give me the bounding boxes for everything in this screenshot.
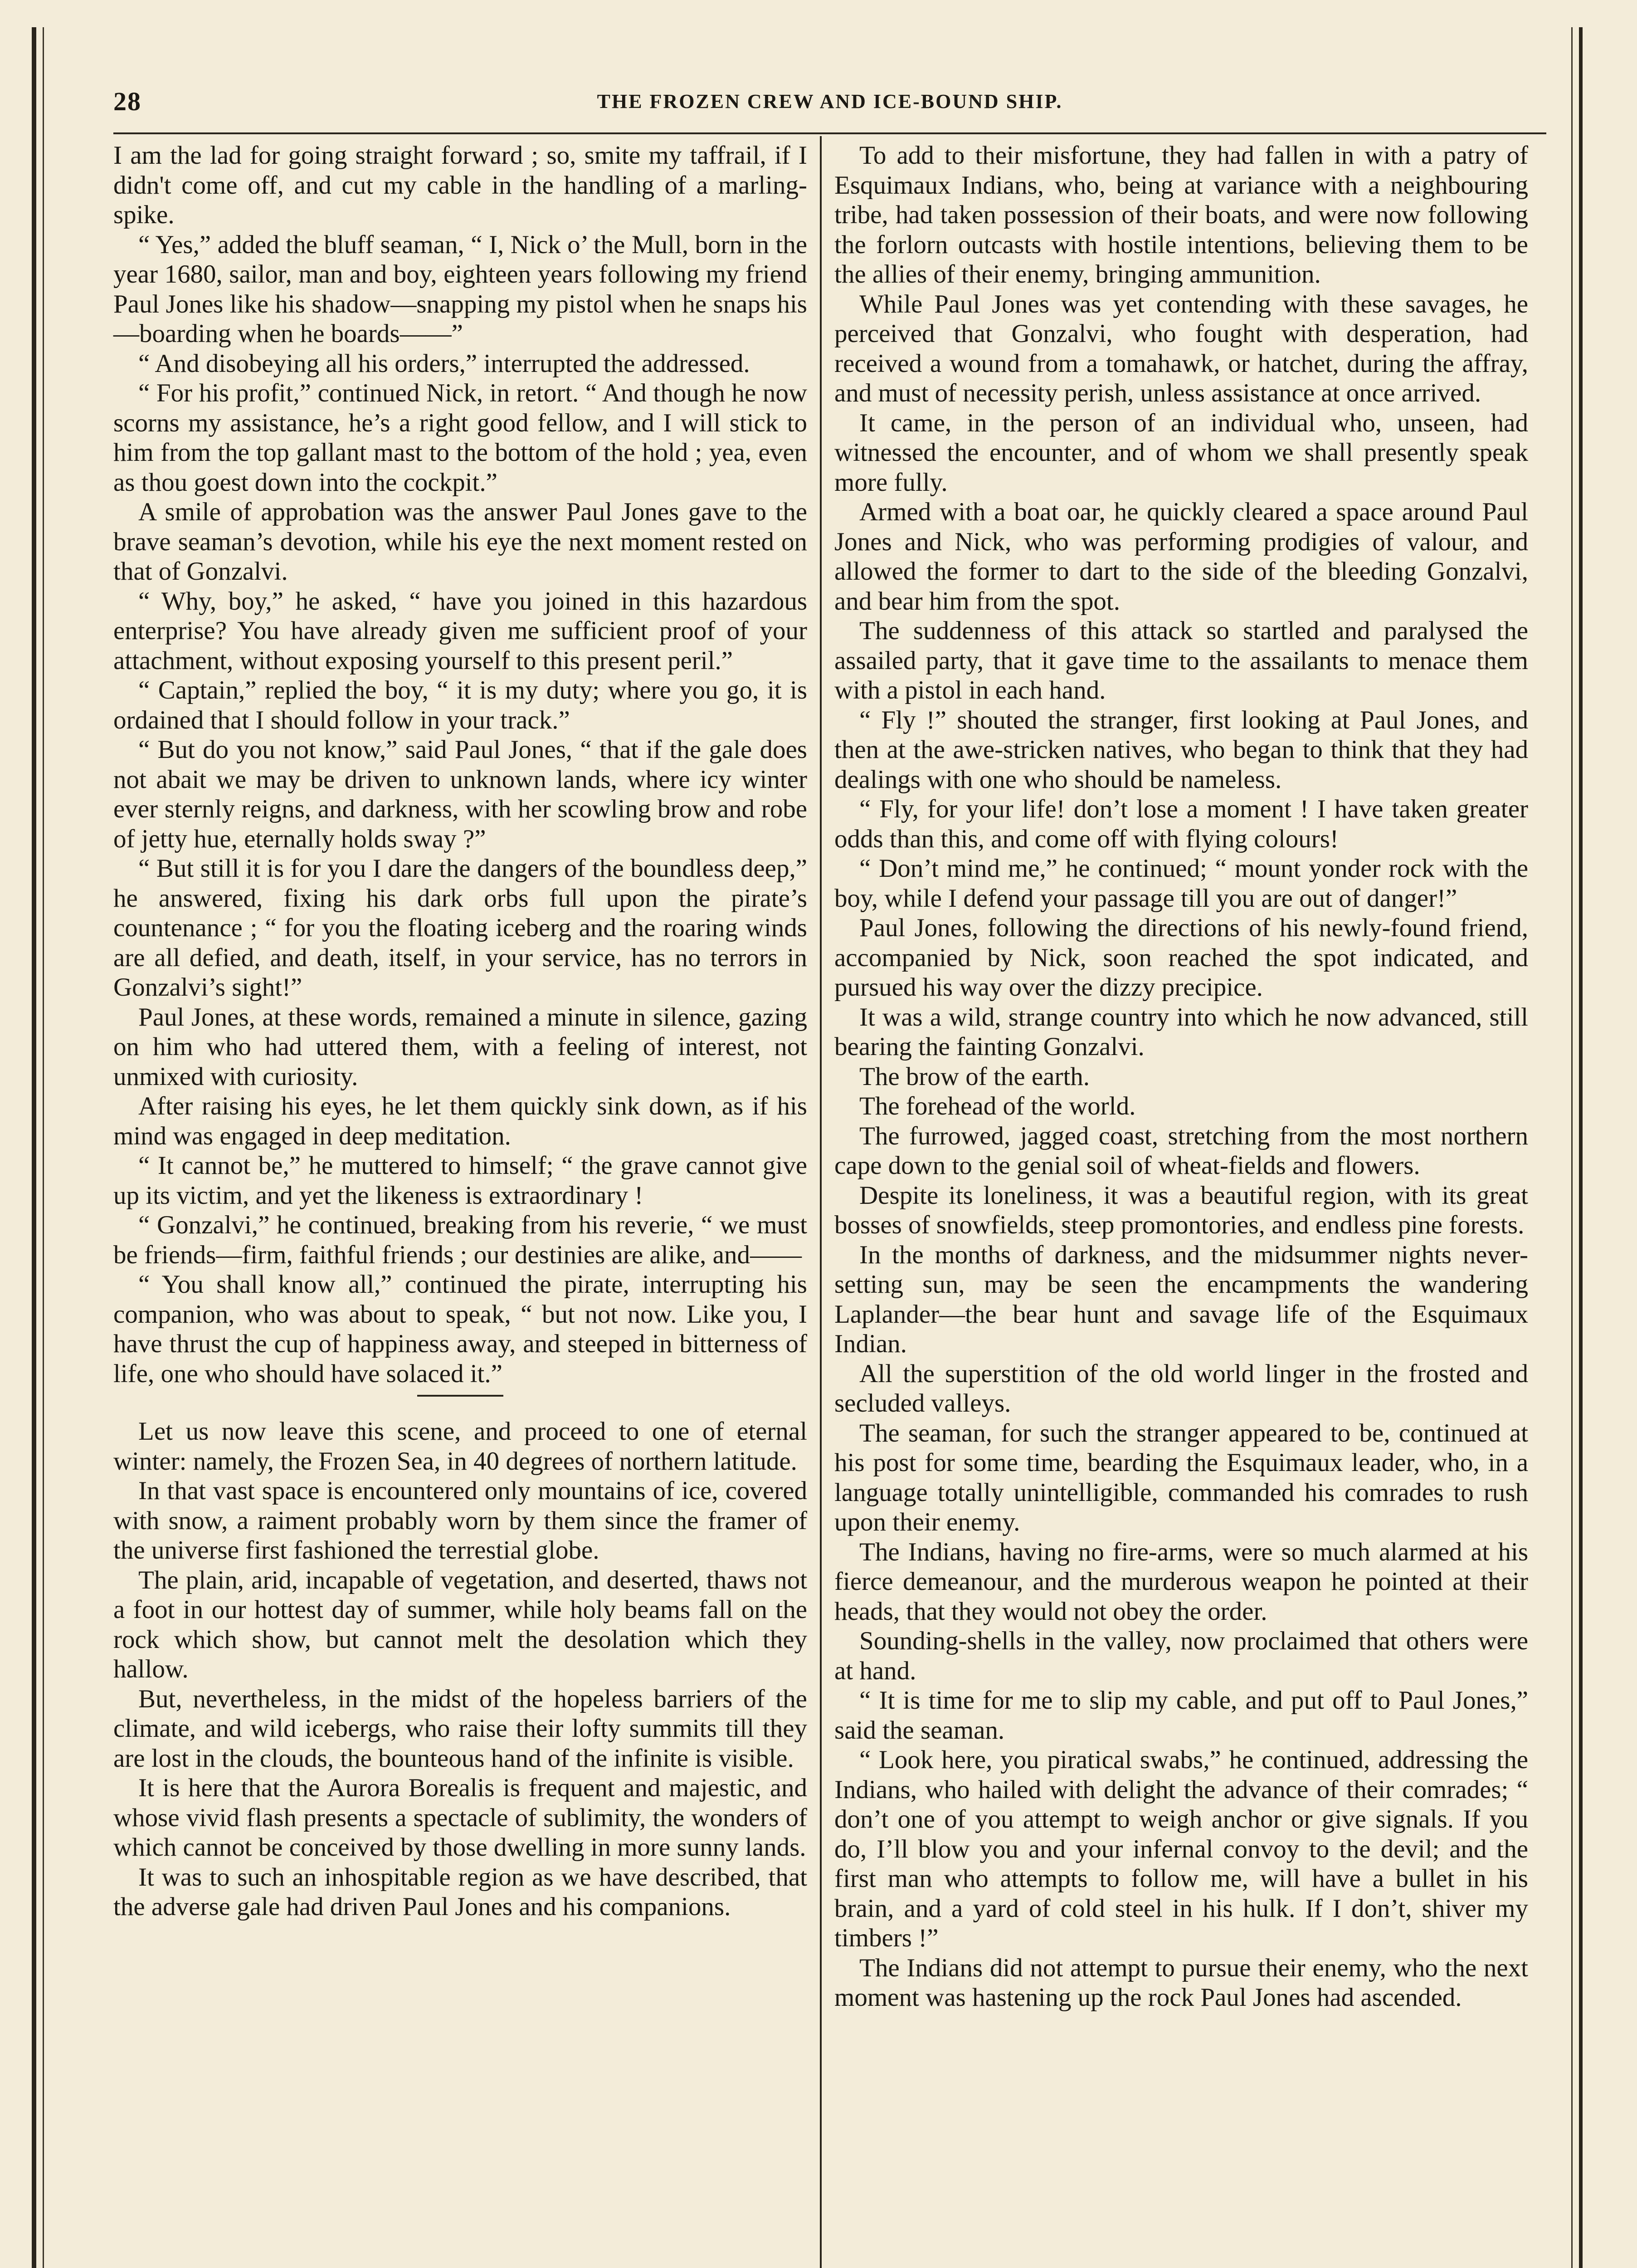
paragraph: “ Fly !” shouted the stranger, first looking at Paul Jones, and then at the awe-stricken natives, who began to think that they had dealings with one who should be nameless. <box>834 705 1528 794</box>
paragraph: “ You shall know all,” continued the pirate, interrupting his companion, who was about to speak, “ but not now. Like you, I have thrust the cup of happiness away, and steeped in bitterness of life, one who should have solaced it.” <box>113 1270 807 1388</box>
paragraph: The Indians, having no fire-arms, were so much alarmed at his fierce demeanour, and the murderous weapon he pointed at their heads, that they would not obey the order. <box>834 1537 1528 1626</box>
paragraph: The suddenness of this attack so startled and paralysed the assailed party, that it gave time to the assailants to menace them with a pistol in each hand. <box>834 616 1528 704</box>
paragraph: It was a wild, strange country into which he now advanced, still bearing the fainting Gonzalvi. <box>834 1002 1528 1061</box>
paragraph: “ Look here, you piratical swabs,” he continued, addressing the Indians, who hailed with delight the advance of their comrades; “ don’t one of you attempt to weigh anchor or give signals. If you do, I’ll blow you and your infernal convoy to the devil; and the first man who attempts to follow me, will have a bullet in his brain, and a yard of cold steel in his hulk. If I don’t, shiver my timbers !” <box>834 1745 1528 1952</box>
paragraph: “ Don’t mind me,” he continued; “ mount yonder rock with the boy, while I defend your passage till you are out of danger!” <box>834 854 1528 913</box>
paragraph: Armed with a boat oar, he quickly cleared a space around Paul Jones and Nick, who was performing prodigies of valour, and allowed the former to dart to the side of the bleeding Gonzalvi, and bear him from the spot. <box>834 498 1528 616</box>
paragraph: Let us now leave this scene, and proceed to one of eternal winter: namely, the Frozen Sea, in 40 degrees of northern latitude. <box>113 1417 807 1476</box>
running-title: THE FROZEN CREW AND ICE-BOUND SHIP. <box>597 90 1063 112</box>
paragraph: “ But do you not know,” said Paul Jones, “ that if the gale does not abait we may be driven to unknown lands, where icy winter ever sternly reigns, and darkness, with her scowling brow and robe of jetty hue, eternally holds sway ?” <box>113 735 807 853</box>
paragraph: The forehead of the world. <box>859 1092 1136 1120</box>
paragraph: In the months of darkness, and the midsummer nights never-setting sun, may be seen the encampments the wandering Laplander—the bear hunt and savage life of the Esquimaux Indian. <box>834 1240 1528 1358</box>
paragraph: The furrowed, jagged coast, stretching from the most northern cape down to the genial soil of wheat-fields and flowers. <box>834 1121 1528 1180</box>
paragraph: The plain, arid, incapable of vegetation, and deserted, thaws not a foot in our hottest day of summer, while holy beams fall on the rock which show, but cannot melt the desolation which they hallow. <box>113 1565 807 1683</box>
paragraph: I am the lad for going straight forward ; so, smite my taffrail, if I didn't come off, and cut my cable in the handling of a marling-spike. <box>113 141 807 229</box>
paragraph: “ Yes,” added the bluff seaman, “ I, Nick o’ the Mull, born in the year 1680, sailor, man and boy, eighteen years following my friend Paul Jones like his shadow—snapping my pistol when he snaps his—boarding when he boards——” <box>113 230 807 348</box>
paragraph: Sounding-shells in the valley, now proclaimed that others were at hand. <box>834 1627 1528 1685</box>
paragraph: “ It is time for me to slip my cable, and put off to Paul Jones,” said the seaman. <box>834 1686 1528 1745</box>
paragraph: It is here that the Aurora Borealis is frequent and majestic, and whose vivid flash presents a spectacle of sublimity, the wonders of which cannot be conceived by those dwelling in more sunny lands. <box>113 1774 807 1862</box>
paragraph: Despite its loneliness, it was a beautiful region, with its great bosses of snowfields, steep promontories, and endless pine forests. <box>834 1181 1528 1239</box>
header-rule <box>113 132 1546 134</box>
paragraph: “ Why, boy,” he asked, “ have you joined in this hazardous enterprise? You have already given me sufficient proof of your attachment, without exposing yourself to this present peril.” <box>113 587 807 675</box>
paragraph: “ And disobeying all his orders,” interrupted the addressed. <box>138 349 750 378</box>
section-divider-rule <box>417 1395 503 1397</box>
paragraph: After raising his eyes, he let them quickly sink down, as if his mind was engaged in deep meditation. <box>113 1092 807 1150</box>
right-column <box>834 141 1528 2013</box>
paragraph: “ Gonzalvi,” he continued, breaking from his reverie, “ we must be friends—firm, faithful friends ; our destinies are alike, and—— <box>113 1211 807 1269</box>
paragraph: It was to such an inhospitable region as we have described, that the adverse gale had driven Paul Jones and his companions. <box>113 1862 807 1921</box>
paragraph: A smile of approbation was the answer Paul Jones gave to the brave seaman’s devotion, while his eye the next moment rested on that of Gonzalvi. <box>113 498 807 586</box>
paragraph: “ But still it is for you I dare the dangers of the boundless deep,” he answered, fixing his dark orbs full upon the pirate’s countenance ; “ for you the floating iceberg and the roaring winds are all defied, and death, itself, in your service, has no terrors in Gonzalvi’s sight!” <box>113 854 807 1002</box>
left-column <box>113 141 807 1922</box>
column-divider <box>820 136 822 2268</box>
paragraph: The Indians did not attempt to pursue their enemy, who the next moment was hastening up the rock Paul Jones had ascended. <box>834 1953 1528 2012</box>
paragraph: Paul Jones, following the directions of his newly-found friend, accompanied by Nick, soon reached the spot indicated, and pursued his way over the dizzy precipice. <box>834 914 1528 1002</box>
paragraph: “ For his profit,” continued Nick, in retort. “ And though he now scorns my assistance, he’s a right good fellow, and I will stick to him from the top gallant mast to the bottom of the hold ; yea, even as thou goest down into the cockpit.” <box>113 379 807 497</box>
paragraph: It came, in the person of an individual who, unseen, had witnessed the encounter, and of whom we shall presently speak more fully. <box>834 408 1528 497</box>
paragraph: “ It cannot be,” he muttered to himself; “ the grave cannot give up its victim, and yet the likeness is extraordinary ! <box>113 1151 807 1210</box>
page-header <box>113 86 1546 127</box>
paragraph: “ Fly, for your life! don’t lose a moment ! I have taken greater odds than this, and come off with flying colours! <box>834 795 1528 853</box>
paragraph: The seaman, for such the stranger appeared to be, continued at his post for some time, bearding the Esquimaux leader, who, in a language totally unintelligible, commanded his comrades to rush upon their enemy. <box>834 1418 1528 1536</box>
paragraph: All the superstition of the old world linger in the frosted and secluded valleys. <box>834 1359 1528 1418</box>
paragraph: Paul Jones, at these words, remained a minute in silence, gazing on him who had uttered them, with a feeling of interest, not unmixed with curiosity. <box>113 1002 807 1091</box>
page-number: 28 <box>113 87 141 116</box>
paragraph: “ Captain,” replied the boy, “ it is my duty; where you go, it is ordained that I should follow in your track.” <box>113 676 807 734</box>
paragraph: While Paul Jones was yet contending with these savages, he perceived that Gonzalvi, who fought with desperation, had received a wound from a tomahawk, or hatchet, during the affray, and must of necessity perish, unless assistance at once arrived. <box>834 289 1528 407</box>
paragraph: But, nevertheless, in the midst of the hopeless barriers of the climate, and wild icebergs, who raise their lofty summits till they are lost in the clouds, the bounteous hand of the infinite is visible. <box>113 1684 807 1773</box>
paragraph: The brow of the earth. <box>859 1062 1090 1091</box>
paragraph: To add to their misfortune, they had fallen in with a patry of Esquimaux Indians, who, being at variance with a neighbouring tribe, had taken possession of their boats, and were now following the forlorn outcasts with hostile intentions, believing them to be the allies of their enemy, bringing ammunition. <box>834 141 1528 288</box>
paragraph: In that vast space is encountered only mountains of ice, covered with snow, a raiment probably worn by them since the framer of the universe first fashioned the terrestial globe. <box>113 1476 807 1564</box>
